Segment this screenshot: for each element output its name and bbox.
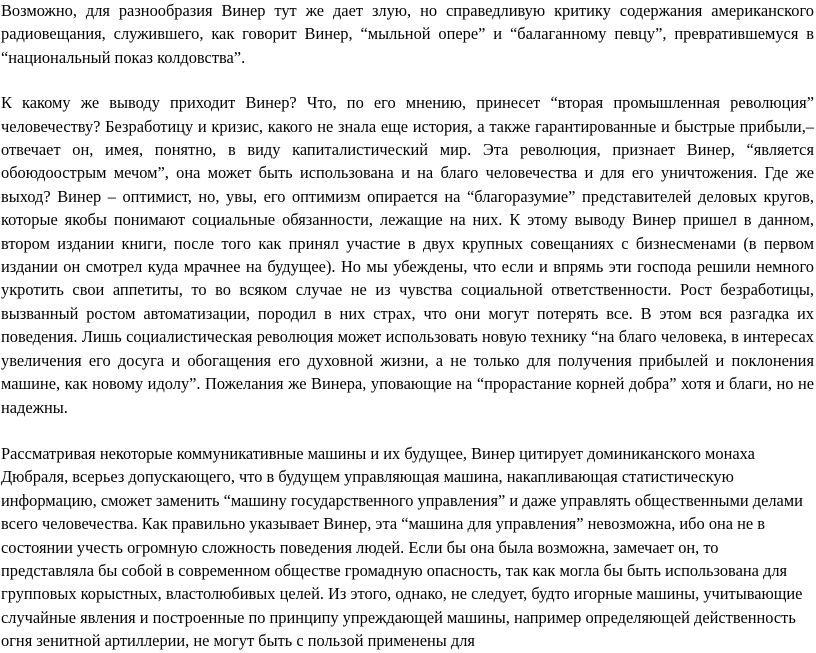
paragraph-1: Возможно, для разнообразия Винер тут же дает злую, но справедливую критику содержания американского радиовещания, служившего, как говорит Винер, “мыльной опере” и “балаганному певцу”, превратившемуся в “национальный показ колдовства”.	[1, 1, 814, 67]
paragraph-3: Рассматривая некоторые коммуникативные машины и их будущее, Винер цитирует доминиканского монаха Дюбраля, всерьез допускающего, что в будущем управляющая машина, накапливающая статистическую информацию, сможет заменить “машину государственного управления” и даже управлять общественными делами всего человечества. Как правильно указывает Винер, эта “машина для управления” невозможна, ибо она не в состоянии учесть огромную сложность поведения людей. Если бы она была возможна, замечает он, то представляла бы собой в современном обществе громадную опасность, так как могла бы быть использована для групповых корыстных, властолюбивых целей. Из этого, однако, не следует, будто игорные машины, учитывающие случайные явления и построенные по принципу упреждающей машины, например определяющей действенность огня зенитной артиллерии, не могут быть с пользой применены для	[1, 443, 803, 651]
paragraph-2: К какому же выводу приходит Винер? Что, по его мнению, принесет “вторая промышленная революция” человечеству? Безработицу и кризис, какого не знала еще история, а также гарантированные и быстрые прибыли,–отвечает он, имея, понятно, в виду капиталистический мир. Эта революция, признает Винер, “является обоюдоострым мечом”, она может быть использована и на благо человечества и для его уничтожения. Где же выход? Винер – оптимист, но, увы, его оптимизм опирается на “благоразумие” представителей деловых кругов, которые якобы понимают социальные обязанности, лежащие на них. К этому выводу Винер пришел в данном, втором издании книги, после того как принял участие в двух крупных совещаниях с бизнесменами (в первом издании он смотрел куда мрачнее на будущее). Но мы убеждены, что если и впрямь эти господа решили немного укротить свои аппетиты, то во всяком случае не из чувства социальной ответственности. Рост безработицы, вызванный ростом автоматизации, породил в них страх, что они могут потерять все. В этом вся разгадка их поведения. Лишь социалистическая революция может использовать новую технику “на благо человека, в интересах увеличения его досуга и обогащения его духовной жизни, а не только для получения прибылей и поклонения машине, как новому идолу”. Пожелания же Винера, уповающие на “прорастание корней добра” хотя и благи, но не надежны.	[1, 93, 814, 417]
